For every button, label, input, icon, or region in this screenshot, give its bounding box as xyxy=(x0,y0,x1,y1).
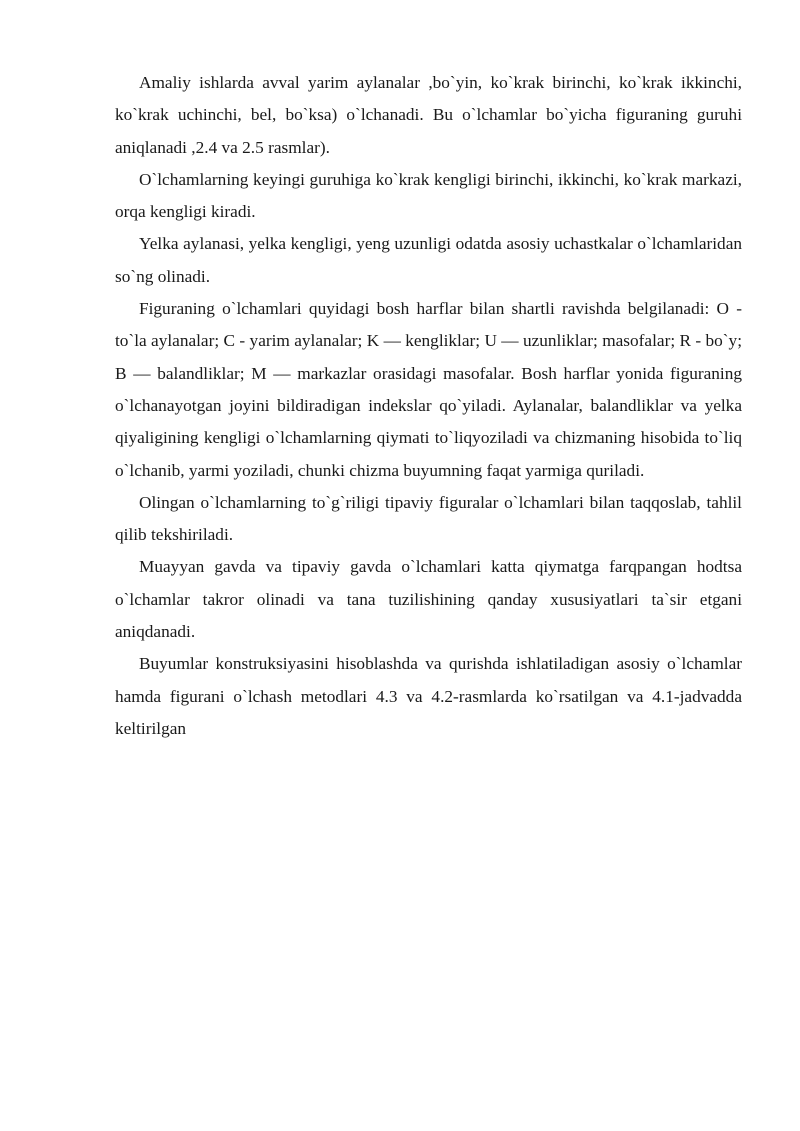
paragraph-4: Figuraning o`lchamlari quyidagi bosh harflar bilan shartli ravishda belgilanadi: O - to`la aylanalar; C - yarim aylanalar; K — kengliklar; U — uzunliklar; masofalar; R - bo`y; B — balandliklar; M — markazlar orasidagi masofalar. Bosh harflar yonida figuraning o`lchanayotgan joyini bildiradigan indekslar qo`yiladi. Aylanalar, balandliklar va yelka qiyaligining kengligi o`lchamlarning qiymati to`liqyoziladi va chizmaning hisobida to`liq o`lchanib, yarmi yoziladi, chunki chizma buyumning faqat yarmiga quriladi. xyxy=(115,299,742,480)
paragraph-6: Muayyan gavda va tipaviy gavda o`lchamlari katta qiymatga farqpangan hodtsa o`lchamlar takror olinadi va tana tuzilishining qanday xususiyatlari ta`sir etgani aniqdanadi. xyxy=(115,557,742,642)
paragraph-5: Olingan o`lchamlarning to`g`riligi tipaviy figuralar o`lchamlari bilan taqqoslab, tahlil qilib tekshiriladi. xyxy=(115,492,742,545)
paragraph-7: Buyumlar konstruksiyasini hisoblashda va qurishda ishlatiladigan asosiy o`lchamlar hamda figurani o`lchash metodlari 4.3 va 4.2-rasmlarda ko`rsatilgan va 4.1-jadvadda keltirilgan xyxy=(115,654,742,738)
paragraph-2: O`lchamlarning keyingi guruhiga ko`krak kengligi birinchi, ikkinchi, ko`krak markazi, orqa kengligi kiradi. xyxy=(115,169,742,222)
paragraph-1: Amaliy ishlarda avval yarim aylanalar ,bo`yin, ko`krak birinchi, ko`krak ikkinchi, ko`krak uchinchi, bel, bo`ksa) o`lchanadi. Bu o`lchamlar bo`yicha figuraning guruhi aniqlanadi ,2.4 va 2.5 rasmlar). xyxy=(115,73,742,157)
document-page xyxy=(115,67,742,745)
paragraph-3: Yelka aylanasi, yelka kengligi, yeng uzunligi odatda asosiy uchastkalar o`lchamlaridan so`ng olinadi. xyxy=(115,234,742,286)
